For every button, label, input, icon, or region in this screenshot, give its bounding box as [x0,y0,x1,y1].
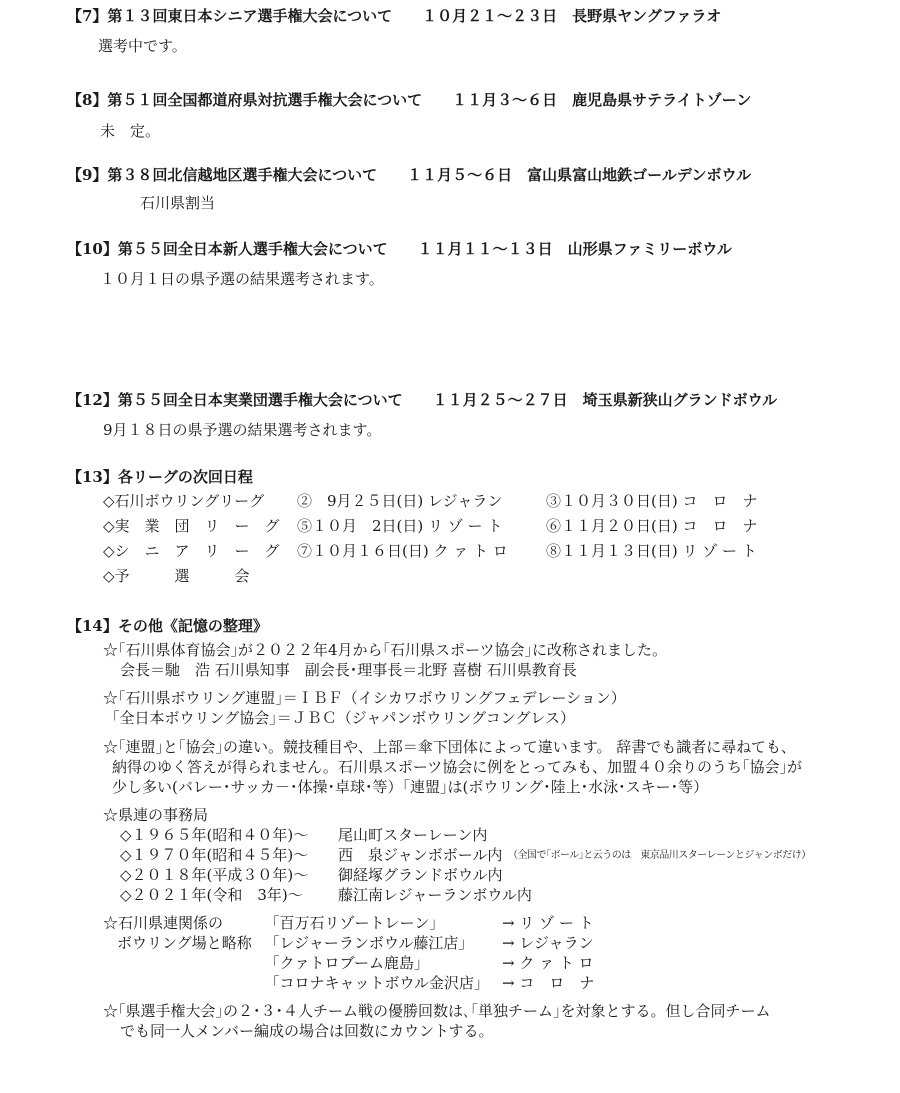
venue-name: ｢クァトロブーム鹿島｣ [272,954,422,972]
office-location: 尾山町スターレーン内 [338,826,488,844]
paragraph-championship-count-1: ☆｢県選手権大会｣の２･３･４人チーム戦の優勝回数は､｢単独チーム｣を対象とする。但し合同チーム [103,1002,771,1020]
office-period: ◇１９６５年(昭和４０年)～ [120,826,309,844]
league-name: ◇石川ボウリングリーグ [103,492,265,510]
league-next-event: ② 9月２５日(日) レジャラン [297,492,503,510]
league-following-event: ③１０月３０日(日) コ ロ ナ [546,492,758,510]
venue-abbreviation: → コ ロ ナ [502,974,595,992]
paragraph-championship-count-2: でも同一人メンバー編成の場合は回数にカウントする。 [120,1022,494,1040]
paragraph-jbc: ｢全日本ボウリング協会｣＝ＪＢＣ（ジャパンボウリングコングレス） [112,709,576,727]
office-location: 藤江南レジャーランボウル内 [338,886,532,904]
paragraph-renmei-kyokai-1: ☆｢連盟｣と｢協会｣の違い。競技種目や、上部＝傘下団体によって違います。 辞書でも識者に尋ねても、 [103,738,796,756]
league-name: ◇予 選 会 [103,567,250,585]
section-9-heading: 【9】第３８回北信越地区選手権大会について １１月５～６日 富山県富山地鉄ゴールデンボウル [67,166,752,184]
venues-label-line2: ボウリング場と略称 [117,934,252,952]
venue-abbreviation: → レジャラン [502,934,594,952]
section-12-note: 9月１８日の県予選の結果選考されます。 [103,421,382,439]
office-location-note: （全国で｢ボール｣と云うのは 東京品川スターレーンとジャンボだけ） [508,850,811,861]
paragraph-renmei-kyokai-2: 納得のゆく答えが得られません。石川県スポーツ協会に例をとってみも、加盟４０余りのうち｢協会｣が [112,758,803,776]
league-name: ◇シ ニ ア リ ー グ [103,542,280,560]
paragraph-sports-association-officers: 会長＝馳 浩 石川県知事 副会長･理事長＝北野 喜樹 石川県教育長 [120,661,577,679]
venue-name: ｢コロナキャットボウル金沢店｣ [272,974,482,992]
section-8-note: 未 定。 [100,122,161,140]
venue-name: ｢レジャーランボウル藤江店｣ [272,934,466,952]
league-name: ◇実 業 団 リ ー グ [103,517,280,535]
paragraph-sports-association: ☆｢石川県体育協会｣が２０２２年4月から｢石川県スポーツ協会｣に改称されました。 [103,641,667,659]
office-period: ◇１９７０年(昭和４５年)～ [120,846,309,864]
section-10-note: １０月１日の県予選の結果選考されます。 [100,270,384,288]
section-9-note: 石川県割当 [140,194,216,212]
section-8-heading: 【8】第５１回全国都道府県対抗選手権大会について １１月３～６日 鹿児島県サテライトゾーン [67,91,752,109]
paragraph-ibf: ☆｢石川県ボウリング連盟｣＝ＩＢＦ（イシカワボウリングフェデレーション） [103,689,626,707]
office-history-title: ☆県連の事務局 [103,806,209,824]
office-location: 西 泉ジャンボボール内 [338,846,503,864]
venue-abbreviation: → リ ゾ ー ト [502,914,594,932]
office-period: ◇２０２１年(令和 3年)～ [120,886,303,904]
section-7-note: 選考中です。 [98,37,187,55]
section-10-heading: 【10】第５５回全日本新人選手権大会について １１月１１～１３日 山形県ファミリーボウル [67,240,732,258]
section-12-heading: 【12】第５５回全日本実業団選手権大会について １１月２５～２７日 埼玉県新狭山グランドボウル [67,391,778,409]
league-next-event: ⑤１０月 2日(日) リ ゾ ー ト [297,517,503,535]
venue-name: ｢百万石リゾートレーン｣ [272,914,437,932]
league-following-event: ⑥１１月２０日(日) コ ロ ナ [546,517,758,535]
office-location: 御経塚グランドボウル内 [338,866,503,884]
office-period: ◇２０１８年(平成３０年)～ [120,866,309,884]
section-7-heading: 【7】第１３回東日本シニア選手権大会について １０月２１～２３日 長野県ヤングファラオ [67,7,722,25]
venues-label-line1: ☆石川県連関係の [103,914,224,932]
section-13-heading: 【13】各リーグの次回日程 [67,468,253,486]
section-14-heading: 【14】その他《記憶の整理》 [67,617,268,635]
venue-abbreviation: → ク ァ ト ロ [502,954,594,972]
paragraph-renmei-kyokai-3: 少し多い(バレー･サッカ－･体操･卓球･等）｢連盟｣は(ボウリング･陸上･水泳･スキー･等） [112,778,709,796]
league-following-event: ⑧１１月１３日(日) リ ゾ ー ト [546,542,757,560]
league-next-event: ⑦１０月１６日(日) ク ァ ト ロ [297,542,508,560]
